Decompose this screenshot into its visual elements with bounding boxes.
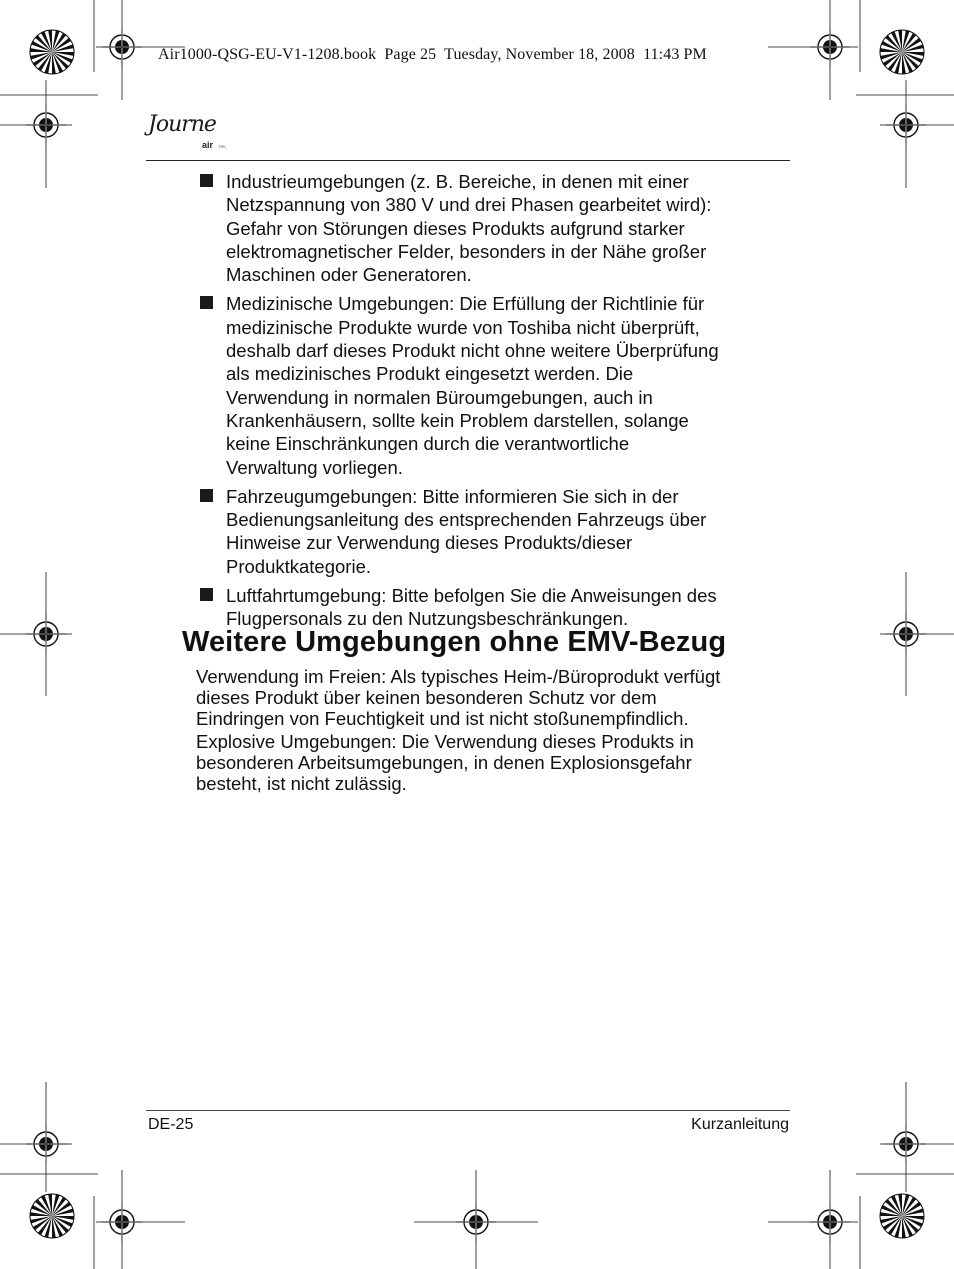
bullet-text: Medizinische Umgebungen: Die Erfüllung der Richtlinie für medizinische Produkte wurde von Toshiba nicht überprüft, deshalb darf dieses Produkt nicht ohne weitere Überprüfung als medizinisches Produkt eingesetzt werden. Die Verwendung in normalen Büroumgebungen, auch in Krankenhäusern, sollte kein Problem darstellen, solange keine Einschränkungen durch die verantwortliche Verwaltung vorliegen.: [226, 293, 719, 478]
starburst-icon: [30, 30, 74, 74]
page-number: DE-25: [148, 1116, 194, 1133]
bullet-text: Luftfahrtumgebung: Bitte befolgen Sie die Anweisungen des Flugpersonals zu den Nutzungsbeschränkungen.: [226, 585, 717, 630]
environment-bullet-list: [200, 170, 800, 637]
header-rule: [146, 160, 790, 161]
book-file-header: Air1000-QSG-EU-V1-1208.book Page 25 Tuesday, November 18, 2008 11:43 PM: [158, 46, 707, 63]
footer-rule: [146, 1110, 790, 1111]
body-paragraph: Explosive Umgebungen: Die Verwendung dieses Produkts in besonderen Arbeitsumgebungen, in denen Explosionsgefahr besteht, ist nicht zulässig.: [196, 731, 694, 794]
list-item: [200, 485, 800, 578]
logo-script-text: Journe: [148, 112, 216, 137]
logo-tm-text: TRK: [218, 144, 226, 149]
body-paragraph: Verwendung im Freien: Als typisches Heim-/Büroprodukt verfügt dieses Produkt über keinen besonderen Schutz vor dem Eindringen von Feuchtigkeit und ist nicht stoßunempfindlich.: [196, 666, 721, 729]
list-item: [200, 292, 800, 478]
journe-air-logo: [146, 112, 236, 162]
logo-sub-text: air: [202, 140, 214, 150]
starburst-icon: [880, 30, 924, 74]
square-bullet-icon: [200, 588, 213, 601]
footer-section-label: Kurzanleitung: [691, 1116, 789, 1133]
list-item: [200, 170, 800, 286]
bullet-text: Industrieumgebungen (z. B. Bereiche, in denen mit einer Netzspannung von 380 V und drei Phasen gearbeitet wird): Gefahr von Störungen dieses Produkts aufgrund starker elektromagnetischer Felder, besonders in der Nähe großer Maschinen oder Generatoren.: [226, 171, 712, 286]
starburst-icon: [880, 1194, 924, 1238]
square-bullet-icon: [200, 296, 213, 309]
square-bullet-icon: [200, 489, 213, 502]
section-heading: Weitere Umgebungen ohne EMV-Bezug: [182, 626, 727, 658]
section-body: [196, 667, 796, 798]
bullet-text: Fahrzeugumgebungen: Bitte informieren Sie sich in der Bedienungsanleitung des entsprechenden Fahrzeugs über Hinweise zur Verwendung dieses Produkts/dieser Produktkategorie.: [226, 485, 707, 577]
list-item: [200, 584, 800, 631]
square-bullet-icon: [200, 174, 213, 187]
starburst-icon: [30, 1194, 74, 1238]
